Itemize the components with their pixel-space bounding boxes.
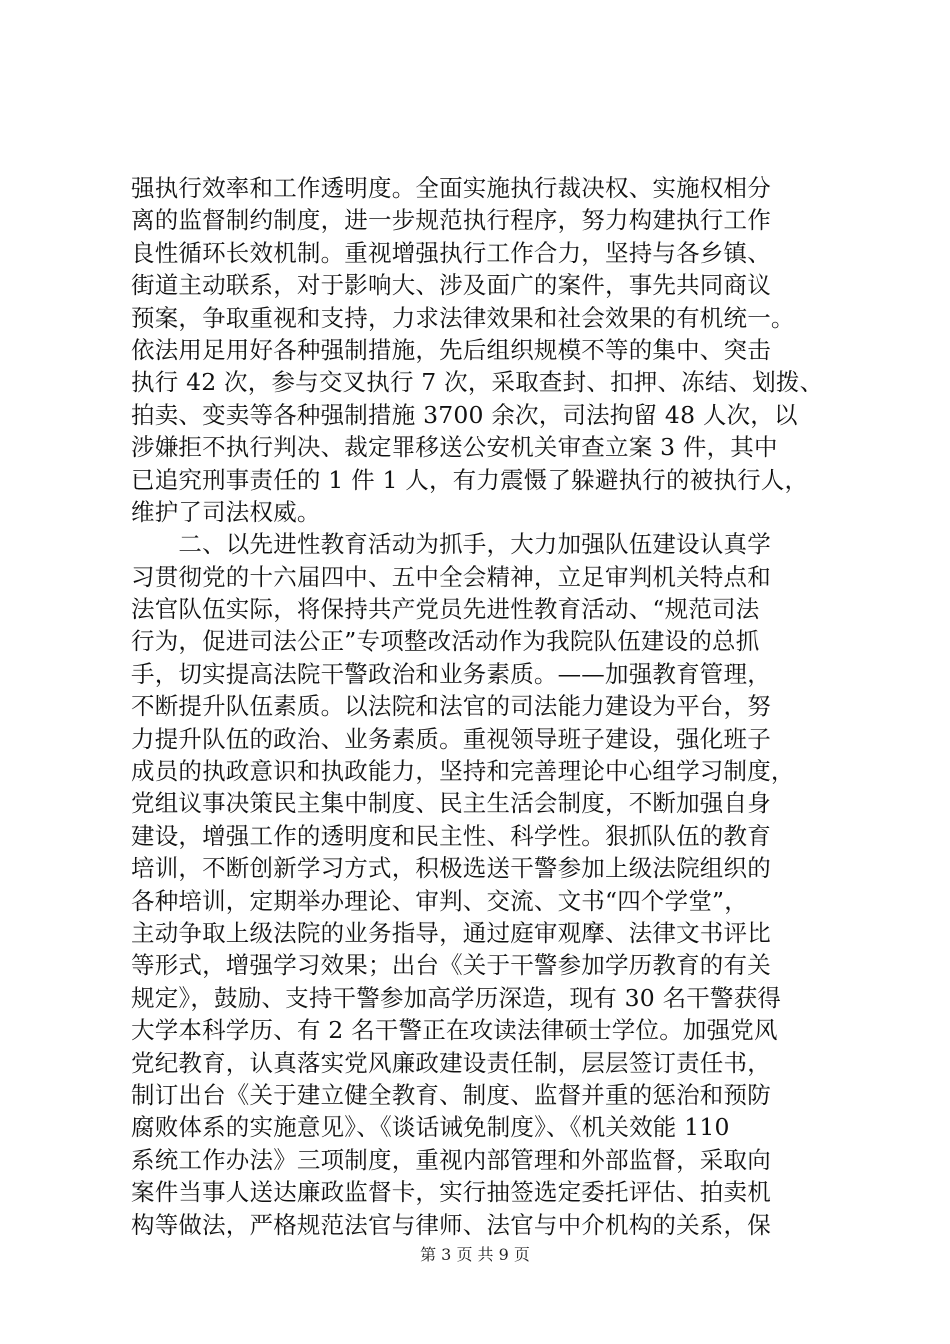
text-line-23: 各种培训，定期举办理论、审判、交流、文书“四个学堂”， bbox=[131, 886, 748, 915]
text-line-21: 建设，增强工作的透明度和民主性、科学性。狠抓队伍的教育 bbox=[131, 821, 771, 850]
text-line-10: 已追究刑事责任的 1 件 1 人，有力震慑了躲避执行的被执行人， bbox=[131, 465, 809, 494]
text-line-15: 行为，促进司法公正”专项整改活动作为我院队伍建设的总抓 bbox=[131, 627, 760, 656]
text-line-20: 党组议事决策民主集中制度、民主生活会制度，不断加强自身 bbox=[131, 789, 771, 818]
text-line-31: 系统工作办法》三项制度，重视内部管理和外部监督，采取向 bbox=[131, 1145, 771, 1174]
text-line-8: 拍卖、变卖等各种强制措施 3700 余次，司法拘留 48 人次，以 bbox=[131, 400, 798, 429]
body-text bbox=[131, 172, 831, 1241]
text-line-25: 等形式，增强学习效果；出台《关于干警参加学历教育的有关 bbox=[131, 951, 771, 980]
text-line-22: 培训，不断创新学习方式，积极选送干警参加上级法院组织的 bbox=[131, 854, 771, 883]
text-line-17: 不断提升队伍素质。以法院和法官的司法能力建设为平台，努 bbox=[131, 692, 771, 721]
text-line-28: 党纪教育，认真落实党风廉政建设责任制，层层签订责任书， bbox=[131, 1048, 771, 1077]
text-line-26: 规定》，鼓励、支持干警参加高学历深造，现有 30 名干警获得 bbox=[131, 983, 782, 1012]
text-line-19: 成员的执政意识和执政能力，坚持和完善理论中心组学习制度， bbox=[131, 757, 795, 786]
text-line-27: 大学本科学历、有 2 名干警正在攻读法律硕士学位。加强党风 bbox=[131, 1016, 778, 1045]
text-line-11: 维护了司法权威。 bbox=[131, 497, 321, 526]
text-line-32: 案件当事人送达廉政监督卡，实行抽签选定委托评估、拍卖机 bbox=[131, 1178, 771, 1207]
text-line-4: 街道主动联系，对于影响大、涉及面广的案件，事先共同商议 bbox=[131, 271, 771, 300]
text-line-2: 离的监督制约制度，进一步规范执行程序，努力构建执行工作 bbox=[131, 206, 771, 235]
text-line-3: 良性循环长效机制。重视增强执行工作合力，坚持与各乡镇、 bbox=[131, 238, 771, 267]
text-line-16: 手，切实提高法院干警政治和业务素质。——加强教育管理， bbox=[131, 659, 771, 688]
text-line-6: 依法用足用好各种强制措施，先后组织规模不等的集中、突击 bbox=[131, 335, 771, 364]
text-line-18: 力提升队伍的政治、业务素质。重视领导班子建设，强化班子 bbox=[131, 724, 771, 753]
text-line-33: 构等做法，严格规范法官与律师、法官与中介机构的关系，保 bbox=[131, 1210, 771, 1239]
text-line-5: 预案，争取重视和支持，力求法律效果和社会效果的有机统一。 bbox=[131, 303, 795, 332]
page-number-footer: 第 3 页 共 9 页 bbox=[420, 1245, 530, 1264]
text-line-12: 二、以先进性教育活动为抓手，大力加强队伍建设认真学 bbox=[131, 530, 771, 559]
text-line-9: 涉嫌拒不执行判决、裁定罪移送公安机关审查立案 3 件，其中 bbox=[131, 433, 778, 462]
text-line-29: 制订出台《关于建立健全教育、制度、监督并重的惩治和预防 bbox=[131, 1080, 771, 1109]
text-line-30: 腐败体系的实施意见》、《谈话诫免制度》、《机关效能 110 bbox=[131, 1113, 730, 1142]
text-line-14: 法官队伍实际，将保持共产党员先进性教育活动、“规范司法 bbox=[131, 595, 760, 624]
text-line-13: 习贯彻党的十六届四中、五中全会精神，立足审判机关特点和 bbox=[131, 562, 771, 591]
text-line-1: 强执行效率和工作透明度。全面实施执行裁决权、实施权相分 bbox=[131, 174, 771, 202]
text-line-7: 执行 42 次，参与交叉执行 7 次，采取查封、扣押、冻结、划拨、 bbox=[131, 368, 824, 397]
text-line-24: 主动争取上级法院的业务指导，通过庭审观摩、法律文书评比 bbox=[131, 918, 771, 947]
